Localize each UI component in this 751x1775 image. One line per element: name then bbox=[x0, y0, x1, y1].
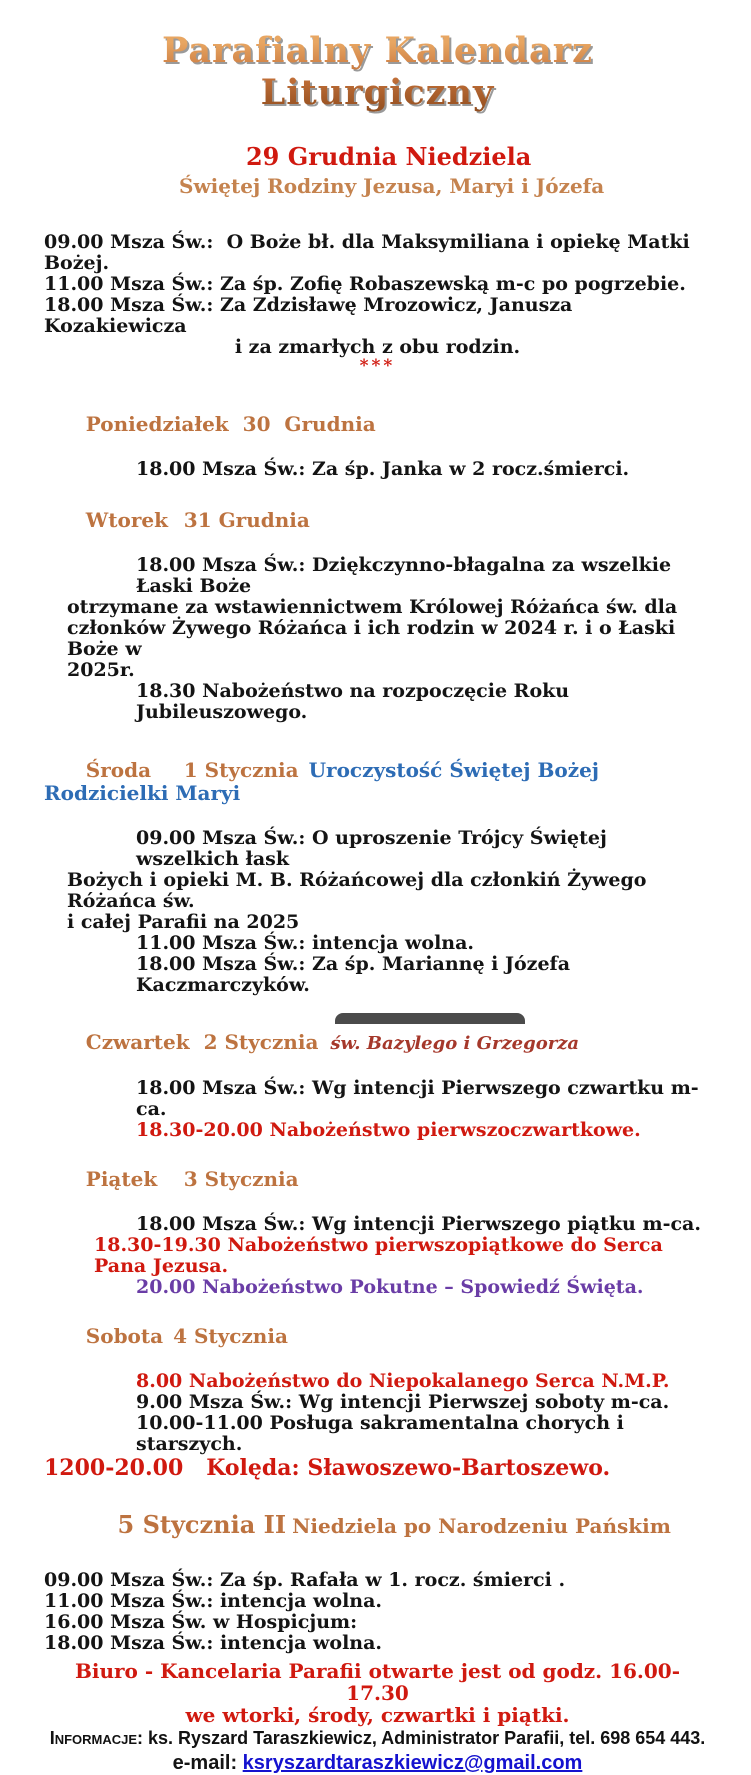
section-thursday bbox=[44, 1008, 711, 1141]
section-tuesday bbox=[44, 486, 711, 723]
service-line: 10.00-11.00 Posługa sakramentalna chorych i starszych. bbox=[136, 1412, 631, 1455]
mass-line: 09.00 Msza Św.: O Boże bł. dla Maksymiliana i opiekę Matki Bożej. bbox=[44, 231, 697, 274]
page-title: Parafialny Kalendarz Liturgiczny bbox=[44, 30, 711, 114]
sunday1-header bbox=[44, 116, 711, 228]
feast-name: Uroczystość Świętej Bożej Rodzicielki Maryi bbox=[44, 758, 606, 805]
service-line: 18.30-19.30 Nabożeństwo pierwszopiątkowe do Serca Pana Jezusa. bbox=[94, 1234, 670, 1277]
feast-name: św. Bazylego i Grzegorza bbox=[330, 1033, 580, 1054]
mass-line: 09.00 Msza Św.: O uproszenie Trójcy Świętej wszelkich łask bbox=[136, 827, 614, 870]
info-label: Informacje: bbox=[49, 1728, 144, 1748]
koleda-line: 1200-20.00 Kolęda: Sławoszewo-Bartoszewo. bbox=[44, 1455, 611, 1481]
section-wednesday bbox=[44, 736, 711, 996]
mass-line-continued: i za zmarłych z obu rodzin. bbox=[234, 336, 521, 358]
day-header bbox=[44, 736, 711, 828]
section-saturday bbox=[44, 1302, 711, 1481]
mass-line: 18.00 Msza Św.: Dziękczynno-błagalna za wszelkie Łaski Boże bbox=[136, 554, 678, 597]
bottom-overlay-pill bbox=[335, 1013, 525, 1024]
service-line: 18.30-20.00 Nabożeństwo pierwszoczwartkowe. bbox=[136, 1119, 641, 1141]
day-header bbox=[44, 1145, 711, 1214]
mass-line: 18.00 Msza Św.: Za Zdzisławę Mrozowicz, Janusza Kozakiewicza bbox=[44, 294, 579, 337]
sunday1-feast: Świętej Rodziny Jezusa, Maryi i Józefa bbox=[179, 174, 605, 198]
service-line: 18.30 Nabożeństwo na rozpoczęcie Roku Jubileuszowego. bbox=[136, 680, 576, 723]
section-monday bbox=[44, 390, 711, 480]
day-name: Wtorek bbox=[85, 508, 168, 532]
section-sunday2 bbox=[44, 1483, 711, 1654]
section-friday bbox=[44, 1145, 711, 1298]
day-header bbox=[44, 1302, 711, 1371]
day-name: Poniedziałek bbox=[85, 412, 229, 436]
mass-line: 18.00 Msza Św.: Wg intencji Pierwszego czwartku m-ca. bbox=[136, 1077, 699, 1120]
mass-line: 11.00 Msza Św.: intencja wolna. bbox=[44, 1590, 383, 1612]
mass-line-continued: otrzymane za wstawiennictwem Królowej Różańca św. dla bbox=[67, 596, 678, 618]
day-date: 30 Grudnia bbox=[242, 412, 376, 436]
day-date: 31 Grudnia bbox=[183, 508, 310, 532]
service-line: 8.00 Nabożeństwo do Niepokalanego Serca N.M.P. bbox=[136, 1370, 670, 1392]
mass-line: 11.00 Msza Św.: intencja wolna. bbox=[136, 932, 475, 954]
mass-line: 16.00 Msza Św. w Hospicjum: bbox=[44, 1611, 358, 1633]
mass-line-continued: i całej Parafii na 2025 bbox=[67, 911, 300, 933]
day-header bbox=[44, 390, 711, 459]
mass-line: 11.00 Msza Św.: Za śp. Zofię Robaszewską m-c po pogrzebie. bbox=[44, 273, 686, 295]
email-link[interactable]: ksryszardtaraszkiewicz@gmail.com bbox=[242, 1752, 583, 1774]
email-label: e-mail: bbox=[172, 1752, 243, 1774]
day-name: Piątek bbox=[85, 1167, 158, 1191]
mass-line: 18.00 Msza Św.: Za śp. Mariannę i Józefa Kaczmarczyków. bbox=[136, 953, 577, 996]
section-sunday1 bbox=[44, 232, 711, 374]
day-date: 3 Stycznia bbox=[183, 1167, 299, 1191]
mass-line: 09.00 Msza Św.: Za śp. Rafała w 1. rocz. śmierci . bbox=[44, 1569, 566, 1591]
day-name: Środa bbox=[85, 758, 152, 782]
mass-line: 18.00 Msza Św.: Wg intencji Pierwszego piątku m-ca. bbox=[136, 1213, 701, 1235]
contact-info-line bbox=[44, 1727, 711, 1749]
mass-line-continued: Bożych i opieki M. B. Różańcowej dla członkiń Żywego Różańca św. bbox=[67, 869, 654, 912]
mass-line-continued: członków Żywego Różańca i ich rodzin w 2024 r. i o Łaski Boże w bbox=[67, 617, 682, 660]
mass-line: 9.00 Msza Św.: Wg intencji Pierwszej soboty m-ca. bbox=[136, 1391, 670, 1413]
email-line bbox=[44, 1751, 711, 1775]
sunday2-feast: Niedziela po Narodzeniu Pańskim bbox=[292, 1514, 671, 1538]
info-text: ks. Ryszard Taraszkiewicz, Administrator Parafii, tel. 698 654 443. bbox=[143, 1728, 706, 1748]
sunday1-date: 29 Grudnia Niedziela bbox=[245, 142, 532, 171]
day-name: Czwartek bbox=[85, 1030, 190, 1054]
footer bbox=[44, 1660, 711, 1775]
day-header bbox=[44, 486, 711, 555]
service-line: 20.00 Nabożeństwo Pokutne – Spowiedź Święta. bbox=[136, 1276, 644, 1298]
day-date: 4 Stycznia bbox=[173, 1324, 288, 1348]
office-days-line: we wtorki, środy, czwartki i piątki. bbox=[185, 1703, 570, 1727]
mass-line: 18.00 Msza Św.: intencja wolna. bbox=[44, 1632, 383, 1654]
day-name: Sobota bbox=[85, 1324, 164, 1348]
sunday2-date: 5 Stycznia II bbox=[117, 1510, 287, 1539]
mass-line-continued: 2025r. bbox=[67, 659, 135, 681]
separator-stars: *** bbox=[359, 356, 396, 376]
mass-line: 18.00 Msza Św.: Za śp. Janka w 2 rocz.śmierci. bbox=[136, 458, 630, 480]
day-date: 1 Stycznia bbox=[183, 758, 299, 782]
office-hours-line: Biuro - Kancelaria Parafii otwarte jest od godz. 16.00-17.30 bbox=[74, 1659, 681, 1705]
sunday2-header bbox=[44, 1483, 711, 1570]
day-date: 2 Stycznia bbox=[203, 1030, 319, 1054]
